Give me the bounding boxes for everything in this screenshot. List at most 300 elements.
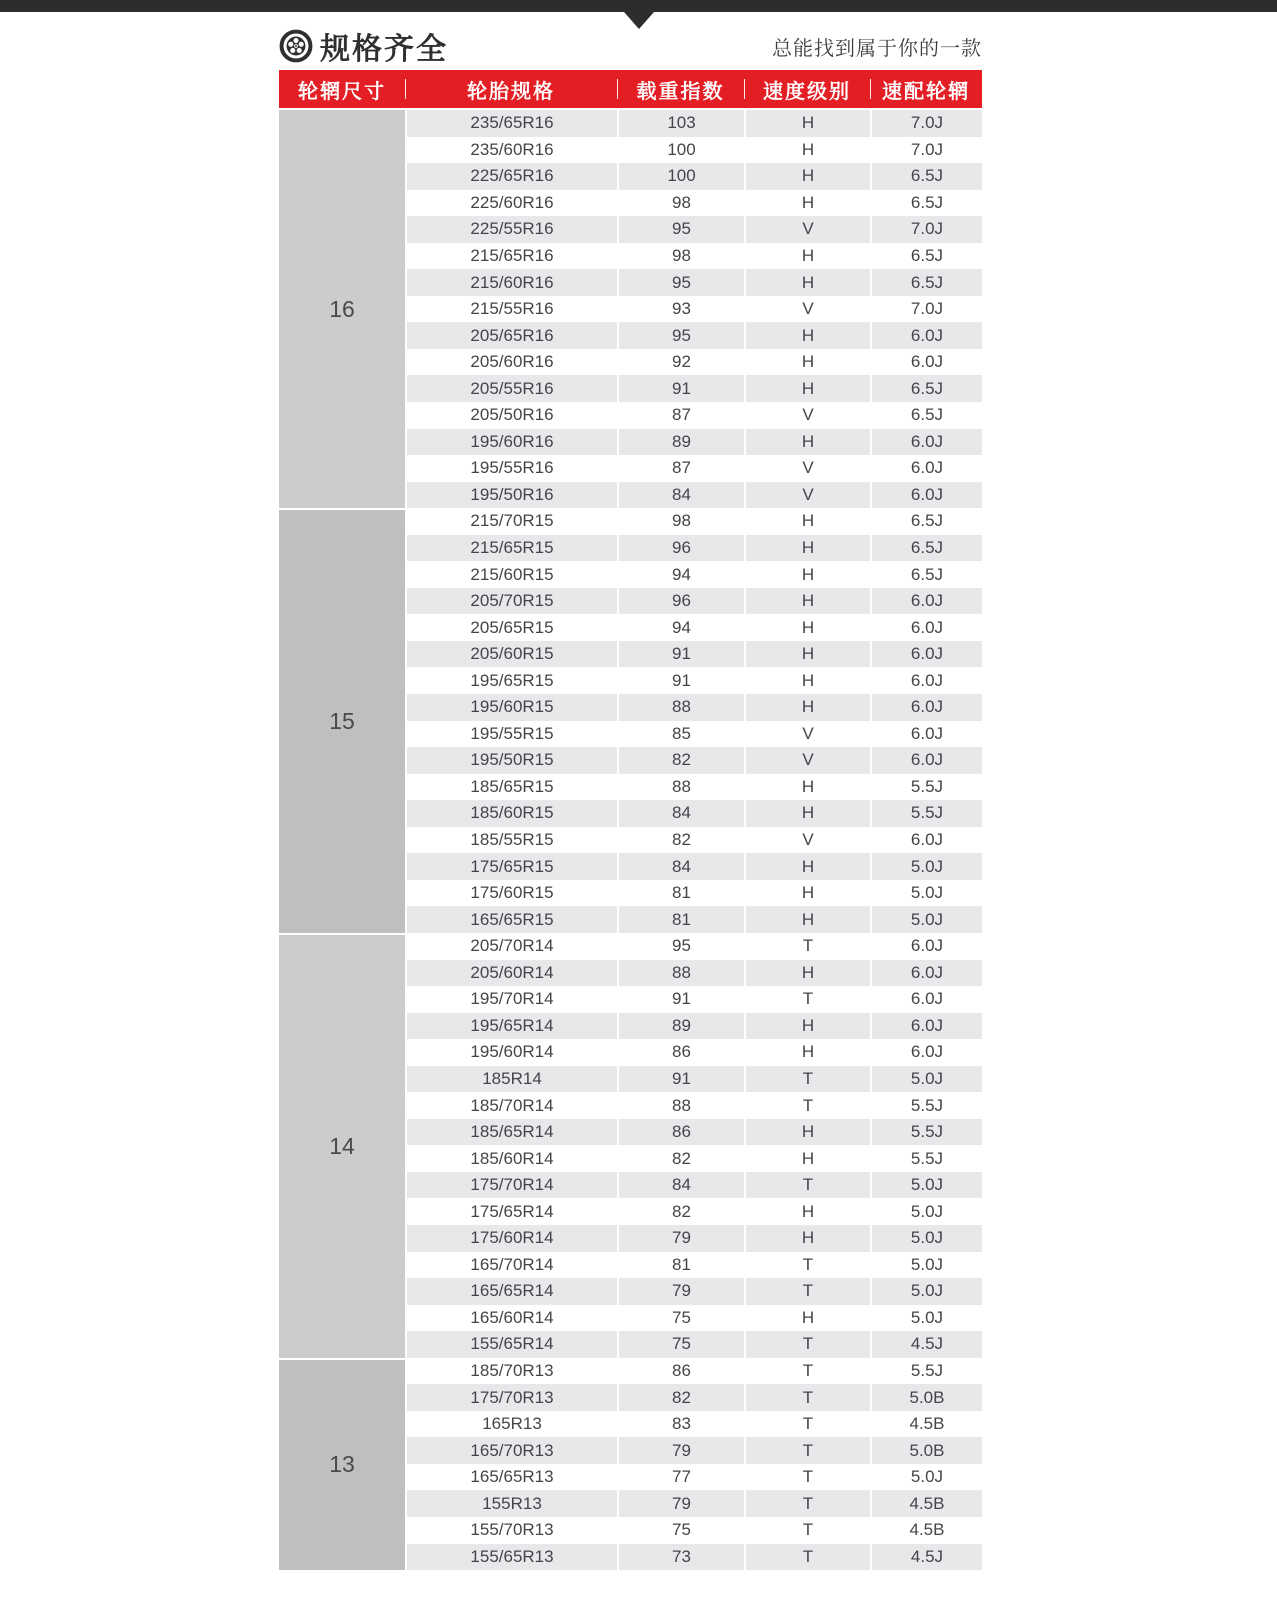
tire-size-cell: 165/70R14 <box>405 1252 617 1279</box>
rim-width-cell: 5.5J <box>870 1358 982 1385</box>
spec-section <box>279 12 982 1570</box>
load-index-cell: 86 <box>617 1358 744 1385</box>
tire-size-cell: 195/50R15 <box>405 747 617 774</box>
table-row <box>405 1172 982 1199</box>
table-row <box>405 561 982 588</box>
rim-width-cell: 6.0J <box>870 641 982 668</box>
column-header-load-index <box>617 70 744 108</box>
speed-rating-cell: T <box>744 1278 870 1305</box>
load-index-cell: 75 <box>617 1331 744 1358</box>
table-row <box>405 880 982 907</box>
table-row <box>405 1198 982 1225</box>
column-header-label: 轮胎规格 <box>467 80 555 103</box>
load-index-cell: 89 <box>617 429 744 456</box>
speed-rating-cell: V <box>744 827 870 854</box>
tire-size-cell: 165R13 <box>405 1411 617 1438</box>
table-row <box>405 641 982 668</box>
speed-rating-cell: H <box>744 137 870 164</box>
speed-rating-cell: H <box>744 561 870 588</box>
tire-size-cell: 195/55R15 <box>405 721 617 748</box>
tire-size-cell: 175/65R15 <box>405 853 617 880</box>
tire-size-cell: 205/70R14 <box>405 933 617 960</box>
speed-rating-cell: T <box>744 1544 870 1571</box>
top-bar <box>0 0 1277 12</box>
speed-rating-cell: H <box>744 243 870 270</box>
table-row <box>405 694 982 721</box>
rim-width-cell: 6.0J <box>870 322 982 349</box>
rim-width-cell: 5.0J <box>870 880 982 907</box>
speed-rating-cell: H <box>744 269 870 296</box>
rim-width-cell: 6.0J <box>870 747 982 774</box>
spec-table-header <box>279 70 982 108</box>
rim-width-cell: 6.5J <box>870 190 982 217</box>
load-index-cell: 84 <box>617 800 744 827</box>
rim-width-cell: 5.0J <box>870 853 982 880</box>
speed-rating-cell: V <box>744 747 870 774</box>
table-row <box>405 774 982 801</box>
load-index-cell: 77 <box>617 1464 744 1491</box>
rim-width-cell: 6.0J <box>870 1013 982 1040</box>
speed-rating-cell: T <box>744 1517 870 1544</box>
speed-rating-cell: T <box>744 1092 870 1119</box>
tire-size-cell: 185/70R14 <box>405 1092 617 1119</box>
load-index-cell: 81 <box>617 906 744 933</box>
tire-size-cell: 235/60R16 <box>405 137 617 164</box>
rim-width-cell: 4.5B <box>870 1517 982 1544</box>
speed-rating-cell: T <box>744 1172 870 1199</box>
tire-size-cell: 165/65R13 <box>405 1464 617 1491</box>
speed-rating-cell: V <box>744 296 870 323</box>
load-index-cell: 79 <box>617 1490 744 1517</box>
load-index-cell: 92 <box>617 349 744 376</box>
tire-size-cell: 235/65R16 <box>405 110 617 137</box>
rim-width-cell: 5.0J <box>870 1172 982 1199</box>
column-header-rim-width <box>870 70 982 108</box>
table-row <box>405 1066 982 1093</box>
load-index-cell: 82 <box>617 747 744 774</box>
load-index-cell: 103 <box>617 110 744 137</box>
speed-rating-cell: H <box>744 110 870 137</box>
speed-rating-cell: H <box>744 508 870 535</box>
tire-size-cell: 155R13 <box>405 1490 617 1517</box>
rim-width-cell: 5.5J <box>870 1145 982 1172</box>
load-index-cell: 100 <box>617 163 744 190</box>
rim-width-cell: 6.0J <box>870 1039 982 1066</box>
table-row <box>405 1145 982 1172</box>
speed-rating-cell: H <box>744 1039 870 1066</box>
table-row <box>405 455 982 482</box>
speed-rating-cell: H <box>744 614 870 641</box>
rim-width-cell: 6.5J <box>870 269 982 296</box>
rim-width-cell: 5.5J <box>870 774 982 801</box>
rim-width-cell: 7.0J <box>870 216 982 243</box>
tire-size-cell: 155/65R13 <box>405 1544 617 1571</box>
tire-size-cell: 195/65R14 <box>405 1013 617 1040</box>
section-title-wrap <box>279 24 448 68</box>
table-row <box>405 1039 982 1066</box>
load-index-cell: 86 <box>617 1039 744 1066</box>
rim-width-cell: 5.5J <box>870 1092 982 1119</box>
table-row <box>405 853 982 880</box>
table-row <box>405 1464 982 1491</box>
load-index-cell: 84 <box>617 482 744 509</box>
speed-rating-cell: T <box>744 1411 870 1438</box>
speed-rating-cell: H <box>744 1225 870 1252</box>
tire-size-cell: 205/70R15 <box>405 588 617 615</box>
table-row <box>405 535 982 562</box>
load-index-cell: 82 <box>617 1145 744 1172</box>
rim-width-cell: 5.5J <box>870 800 982 827</box>
speed-rating-cell: H <box>744 349 870 376</box>
table-row <box>405 349 982 376</box>
table-row <box>405 906 982 933</box>
load-index-cell: 94 <box>617 561 744 588</box>
group-rows <box>405 508 982 933</box>
table-row <box>405 800 982 827</box>
table-row <box>405 588 982 615</box>
speed-rating-cell: T <box>744 1252 870 1279</box>
rim-width-cell: 5.0J <box>870 1198 982 1225</box>
table-row <box>405 1278 982 1305</box>
tire-size-cell: 205/50R16 <box>405 402 617 429</box>
speed-rating-cell: H <box>744 800 870 827</box>
rim-size-group-16 <box>279 110 982 508</box>
load-index-cell: 84 <box>617 853 744 880</box>
tire-size-cell: 205/65R15 <box>405 614 617 641</box>
tire-size-cell: 175/60R14 <box>405 1225 617 1252</box>
table-row <box>405 1013 982 1040</box>
table-row <box>405 721 982 748</box>
rim-width-cell: 7.0J <box>870 110 982 137</box>
tire-size-cell: 215/60R15 <box>405 561 617 588</box>
table-row <box>405 1517 982 1544</box>
load-index-cell: 79 <box>617 1437 744 1464</box>
table-row <box>405 110 982 137</box>
rim-width-cell: 6.0J <box>870 349 982 376</box>
tire-size-cell: 155/65R14 <box>405 1331 617 1358</box>
load-index-cell: 95 <box>617 269 744 296</box>
load-index-cell: 95 <box>617 322 744 349</box>
rim-size-group-15 <box>279 508 982 933</box>
tire-size-cell: 185/65R14 <box>405 1119 617 1146</box>
load-index-cell: 86 <box>617 1119 744 1146</box>
rim-width-cell: 6.0J <box>870 827 982 854</box>
tire-size-cell: 185/60R15 <box>405 800 617 827</box>
header-divider <box>405 79 406 99</box>
table-row <box>405 827 982 854</box>
speed-rating-cell: H <box>744 535 870 562</box>
table-row <box>405 375 982 402</box>
load-index-cell: 83 <box>617 1411 744 1438</box>
table-row <box>405 322 982 349</box>
column-header-rim-size <box>279 70 405 108</box>
table-row <box>405 1305 982 1332</box>
table-row <box>405 243 982 270</box>
table-row <box>405 269 982 296</box>
rim-width-cell: 5.0J <box>870 906 982 933</box>
load-index-cell: 91 <box>617 667 744 694</box>
tire-size-cell: 215/65R16 <box>405 243 617 270</box>
speed-rating-cell: V <box>744 482 870 509</box>
rim-width-cell: 4.5B <box>870 1411 982 1438</box>
tire-size-cell: 175/65R14 <box>405 1198 617 1225</box>
table-row <box>405 137 982 164</box>
group-rows <box>405 1358 982 1570</box>
section-tagline: 总能找到属于你的一款 <box>772 37 982 60</box>
tire-size-cell: 225/65R16 <box>405 163 617 190</box>
header-divider <box>870 79 871 99</box>
rim-width-cell: 5.5J <box>870 1119 982 1146</box>
tire-size-cell: 165/60R14 <box>405 1305 617 1332</box>
rim-size-label: 15 <box>279 508 405 933</box>
header-divider <box>617 79 618 99</box>
rim-width-cell: 4.5J <box>870 1331 982 1358</box>
tire-size-cell: 155/70R13 <box>405 1517 617 1544</box>
speed-rating-cell: H <box>744 774 870 801</box>
tire-size-cell: 195/60R16 <box>405 429 617 456</box>
tire-size-cell: 225/60R16 <box>405 190 617 217</box>
rim-width-cell: 6.0J <box>870 482 982 509</box>
rim-width-cell: 5.0J <box>870 1066 982 1093</box>
tire-size-cell: 195/50R16 <box>405 482 617 509</box>
table-row <box>405 1544 982 1571</box>
tire-size-cell: 165/65R15 <box>405 906 617 933</box>
speed-rating-cell: T <box>744 1066 870 1093</box>
load-index-cell: 87 <box>617 455 744 482</box>
table-row <box>405 1119 982 1146</box>
rim-width-cell: 5.0J <box>870 1305 982 1332</box>
rim-width-cell: 6.5J <box>870 535 982 562</box>
tire-size-cell: 205/55R16 <box>405 375 617 402</box>
table-row <box>405 986 982 1013</box>
rim-width-cell: 6.0J <box>870 933 982 960</box>
tire-size-cell: 215/65R15 <box>405 535 617 562</box>
rim-width-cell: 6.0J <box>870 455 982 482</box>
speed-rating-cell: H <box>744 163 870 190</box>
tire-size-cell: 205/65R16 <box>405 322 617 349</box>
speed-rating-cell: H <box>744 667 870 694</box>
table-row <box>405 429 982 456</box>
tire-size-cell: 165/65R14 <box>405 1278 617 1305</box>
tire-size-cell: 205/60R16 <box>405 349 617 376</box>
load-index-cell: 93 <box>617 296 744 323</box>
rim-width-cell: 6.5J <box>870 402 982 429</box>
rim-width-cell: 7.0J <box>870 137 982 164</box>
tire-size-cell: 185/55R15 <box>405 827 617 854</box>
speed-rating-cell: T <box>744 1490 870 1517</box>
rim-width-cell: 6.0J <box>870 429 982 456</box>
column-header-label: 速度级别 <box>763 80 851 103</box>
table-row <box>405 1331 982 1358</box>
rim-width-cell: 6.0J <box>870 614 982 641</box>
table-row <box>405 190 982 217</box>
rim-width-cell: 6.5J <box>870 375 982 402</box>
tire-size-cell: 195/55R16 <box>405 455 617 482</box>
tire-size-cell: 215/70R15 <box>405 508 617 535</box>
rim-size-group-14 <box>279 933 982 1358</box>
table-row <box>405 1252 982 1279</box>
tire-size-cell: 175/70R14 <box>405 1172 617 1199</box>
rim-width-cell: 5.0B <box>870 1437 982 1464</box>
rim-width-cell: 6.0J <box>870 721 982 748</box>
load-index-cell: 82 <box>617 827 744 854</box>
rim-width-cell: 6.0J <box>870 588 982 615</box>
rim-size-label: 14 <box>279 933 405 1358</box>
load-index-cell: 81 <box>617 1252 744 1279</box>
speed-rating-cell: H <box>744 190 870 217</box>
tire-size-cell: 215/60R16 <box>405 269 617 296</box>
column-header-label: 轮辋尺寸 <box>298 80 386 103</box>
rim-width-cell: 6.5J <box>870 508 982 535</box>
rim-width-cell: 6.5J <box>870 243 982 270</box>
tire-size-cell: 195/65R15 <box>405 667 617 694</box>
speed-rating-cell: T <box>744 1464 870 1491</box>
speed-rating-cell: H <box>744 1013 870 1040</box>
rim-width-cell: 4.5B <box>870 1490 982 1517</box>
load-index-cell: 79 <box>617 1225 744 1252</box>
table-row <box>405 216 982 243</box>
tire-size-cell: 195/60R14 <box>405 1039 617 1066</box>
speed-rating-cell: T <box>744 933 870 960</box>
speed-rating-cell: H <box>744 906 870 933</box>
load-index-cell: 88 <box>617 1092 744 1119</box>
load-index-cell: 87 <box>617 402 744 429</box>
column-header-label: 载重指数 <box>636 80 725 103</box>
load-index-cell: 82 <box>617 1384 744 1411</box>
column-header-speed-rating <box>744 70 870 108</box>
load-index-cell: 75 <box>617 1305 744 1332</box>
table-row <box>405 508 982 535</box>
rim-width-cell: 6.0J <box>870 960 982 987</box>
rim-width-cell: 5.0J <box>870 1464 982 1491</box>
load-index-cell: 100 <box>617 137 744 164</box>
speed-rating-cell: T <box>744 1358 870 1385</box>
table-row <box>405 1358 982 1385</box>
tire-size-cell: 215/55R16 <box>405 296 617 323</box>
rim-width-cell: 6.0J <box>870 667 982 694</box>
rim-width-cell: 5.0J <box>870 1225 982 1252</box>
speed-rating-cell: T <box>744 1331 870 1358</box>
speed-rating-cell: H <box>744 1198 870 1225</box>
load-index-cell: 91 <box>617 375 744 402</box>
speed-rating-cell: T <box>744 1384 870 1411</box>
load-index-cell: 91 <box>617 1066 744 1093</box>
tire-size-cell: 185/60R14 <box>405 1145 617 1172</box>
tire-size-cell: 175/70R13 <box>405 1384 617 1411</box>
load-index-cell: 79 <box>617 1278 744 1305</box>
load-index-cell: 75 <box>617 1517 744 1544</box>
speed-rating-cell: H <box>744 880 870 907</box>
speed-rating-cell: V <box>744 455 870 482</box>
rim-width-cell: 6.0J <box>870 986 982 1013</box>
table-row <box>405 1411 982 1438</box>
table-row <box>405 667 982 694</box>
speed-rating-cell: H <box>744 322 870 349</box>
load-index-cell: 81 <box>617 880 744 907</box>
speed-rating-cell: H <box>744 1119 870 1146</box>
tire-size-cell: 185R14 <box>405 1066 617 1093</box>
speed-rating-cell: T <box>744 1437 870 1464</box>
load-index-cell: 96 <box>617 535 744 562</box>
tire-size-cell: 195/60R15 <box>405 694 617 721</box>
group-rows <box>405 933 982 1358</box>
rim-width-cell: 6.0J <box>870 694 982 721</box>
tire-wheel-icon <box>279 29 313 63</box>
table-row <box>405 163 982 190</box>
speed-rating-cell: H <box>744 1145 870 1172</box>
group-rows <box>405 110 982 508</box>
speed-rating-cell: H <box>744 641 870 668</box>
table-row <box>405 960 982 987</box>
tire-size-cell: 205/60R15 <box>405 641 617 668</box>
load-index-cell: 96 <box>617 588 744 615</box>
rim-width-cell: 4.5J <box>870 1544 982 1571</box>
tire-size-cell: 185/65R15 <box>405 774 617 801</box>
column-header-tire-size <box>405 70 617 108</box>
speed-rating-cell: H <box>744 694 870 721</box>
table-row <box>405 1437 982 1464</box>
load-index-cell: 98 <box>617 190 744 217</box>
table-row <box>405 482 982 509</box>
load-index-cell: 95 <box>617 216 744 243</box>
header-divider <box>744 79 745 99</box>
rim-width-cell: 5.0B <box>870 1384 982 1411</box>
tire-size-cell: 205/60R14 <box>405 960 617 987</box>
load-index-cell: 94 <box>617 614 744 641</box>
load-index-cell: 91 <box>617 641 744 668</box>
table-row <box>405 933 982 960</box>
load-index-cell: 73 <box>617 1544 744 1571</box>
speed-rating-cell: H <box>744 429 870 456</box>
load-index-cell: 88 <box>617 960 744 987</box>
load-index-cell: 89 <box>617 1013 744 1040</box>
table-row <box>405 1092 982 1119</box>
tire-size-cell: 165/70R13 <box>405 1437 617 1464</box>
load-index-cell: 91 <box>617 986 744 1013</box>
tire-size-cell: 225/55R16 <box>405 216 617 243</box>
speed-rating-cell: H <box>744 1305 870 1332</box>
load-index-cell: 95 <box>617 933 744 960</box>
load-index-cell: 88 <box>617 774 744 801</box>
section-title: 规格齐全 <box>320 33 448 66</box>
speed-rating-cell: V <box>744 216 870 243</box>
load-index-cell: 88 <box>617 694 744 721</box>
rim-width-cell: 5.0J <box>870 1278 982 1305</box>
rim-width-cell: 5.0J <box>870 1252 982 1279</box>
table-row <box>405 1384 982 1411</box>
rim-size-label: 16 <box>279 110 405 508</box>
load-index-cell: 98 <box>617 508 744 535</box>
table-row <box>405 402 982 429</box>
spec-table-body <box>279 110 982 1570</box>
table-row <box>405 1490 982 1517</box>
section-header <box>279 24 982 68</box>
speed-rating-cell: V <box>744 402 870 429</box>
speed-rating-cell: H <box>744 853 870 880</box>
column-header-label: 速配轮辋 <box>882 80 970 103</box>
speed-rating-cell: T <box>744 986 870 1013</box>
rim-width-cell: 7.0J <box>870 296 982 323</box>
speed-rating-cell: H <box>744 375 870 402</box>
table-row <box>405 1225 982 1252</box>
speed-rating-cell: V <box>744 721 870 748</box>
speed-rating-cell: H <box>744 588 870 615</box>
tire-size-cell: 195/70R14 <box>405 986 617 1013</box>
speed-rating-cell: H <box>744 960 870 987</box>
table-row <box>405 614 982 641</box>
rim-size-group-13 <box>279 1358 982 1570</box>
rim-width-cell: 6.5J <box>870 561 982 588</box>
